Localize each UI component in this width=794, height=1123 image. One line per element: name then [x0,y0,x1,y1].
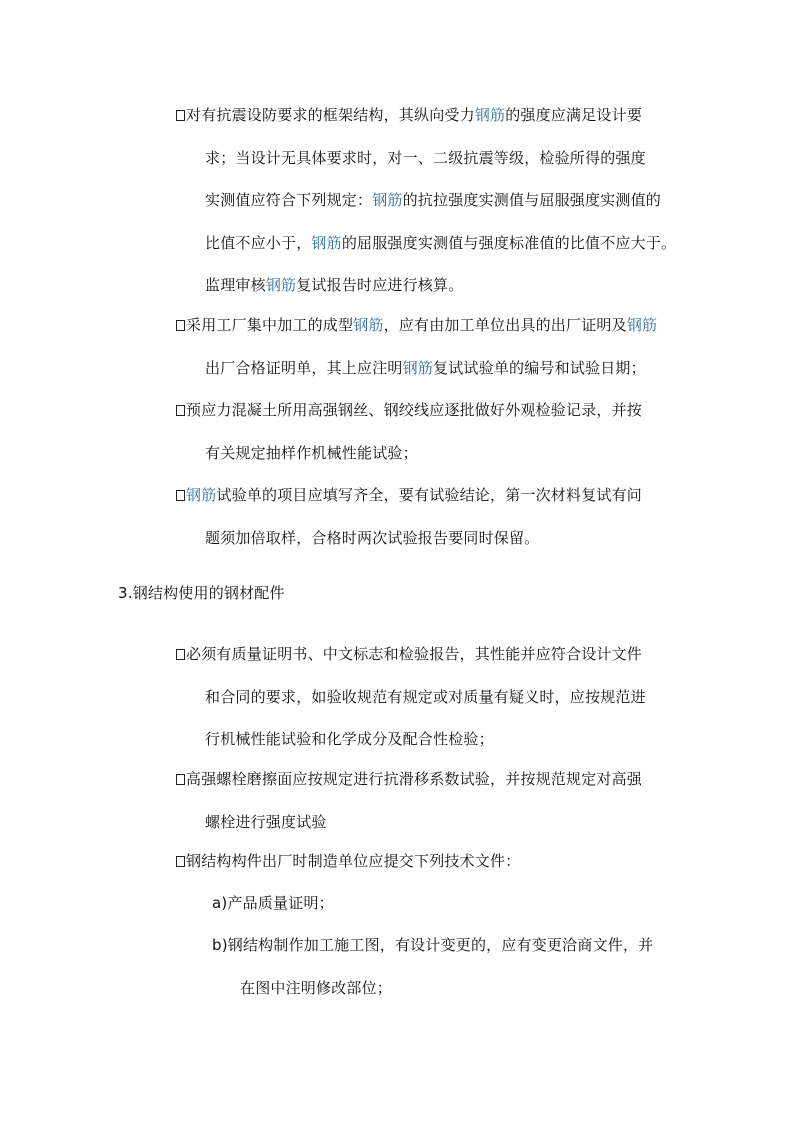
text-run: a)产品质量证明； [212,894,334,912]
bullet-item-continuation [205,687,646,707]
bullet-item-continuation [205,190,661,210]
text-run: 预应力混凝土所用高强钢丝、钢绞线应逐批做好外观检验记录，并按 [186,401,643,419]
text-run: 复试报告时应进行核算。 [296,276,464,294]
square-bullet-icon [176,490,185,501]
sub-item-line [212,893,334,913]
bullet-item-continuation [205,275,463,295]
bullet-item-line [176,485,642,505]
text-run: 3.钢结构使用的钢材配件 [118,584,285,602]
bullet-item-line [176,400,642,420]
bullet-item-continuation [205,812,327,832]
square-bullet-icon [176,856,185,867]
section-heading [118,583,285,603]
keyword-highlight: 钢筋 [186,486,217,504]
bullet-item-line [176,851,520,871]
text-run: b)钢结构制作加工施工图，有设计变更的，应有变更洽商文件，并 [212,936,654,954]
text-run: 比值不应小于， [205,233,312,252]
square-bullet-icon [176,110,185,121]
text-run: 实测值应符合下列规定： [205,191,373,209]
square-bullet-icon [176,320,185,331]
square-bullet-icon [176,774,185,785]
bullet-item-continuation [205,729,494,749]
text-run: 对有抗震设防要求的框架结构，其纵向受力 [186,106,475,124]
text-run: ，应有由加工单位出具的出厂证明及 [383,316,627,334]
text-run: 的屈服强度实测值与强度标准值的比值不应大于。 [341,233,677,252]
text-run: 行机械性能试验和化学成分及配合性检验； [205,730,494,748]
text-run: 必须有质量证明书、中文标志和检验报告，其性能并应符合设计文件 [186,645,643,663]
bullet-item-line [176,769,642,789]
sub-item-continuation [240,978,392,998]
bullet-item-continuation [205,528,539,548]
square-bullet-icon [176,405,185,416]
keyword-highlight: 钢筋 [626,316,658,334]
text-run: 采用工厂集中加工的成型 [186,316,354,334]
keyword-highlight: 钢筋 [474,106,506,124]
keyword-highlight: 钢筋 [311,233,342,252]
bullet-item-line [176,105,642,125]
keyword-highlight: 钢筋 [265,276,297,294]
text-run: 试验单的项目应填写齐全，要有试验结论，第一次材料复试有问 [216,486,643,504]
text-run: 复试试验单的编号和试验日期； [433,358,646,377]
bullet-item-continuation [205,358,646,378]
text-run: 的抗拉强度实测值与屈服强度实测值的 [402,191,662,209]
sub-item-line [212,935,653,955]
text-run: 的强度应满足设计要 [505,106,643,124]
text-run: 钢结构构件出厂时制造单位应提交下列技术文件： [186,852,521,870]
keyword-highlight: 钢筋 [372,191,403,209]
bullet-item-continuation [205,233,676,253]
text-run: 在图中注明修改部位； [240,978,393,997]
bullet-item-line [176,315,657,335]
text-run: 螺栓进行强度试验 [205,812,327,831]
text-run: 和合同的要求，如验收规范有规定或对质量有疑义时，应按规范进 [205,687,646,706]
bullet-item-line [176,644,642,664]
text-run: 高强螺栓磨擦面应按规定进行抗滑移系数试验，并按规范规定对高强 [186,770,643,788]
text-run: 监理审核 [205,276,266,294]
keyword-highlight: 钢筋 [353,316,384,334]
text-run: 求；当设计无具体要求时，对一、二级抗震等级，检验所得的强度 [205,148,646,167]
keyword-highlight: 钢筋 [402,358,434,377]
bullet-item-continuation [205,148,646,168]
text-run: 有关规定抽样作机械性能试验； [205,443,418,462]
text-run: 题须加倍取样，合格时两次试验报告要同时保留。 [205,528,540,547]
text-run: 出厂合格证明单，其上应注明 [205,358,403,377]
square-bullet-icon [176,649,185,660]
bullet-item-continuation [205,443,418,463]
